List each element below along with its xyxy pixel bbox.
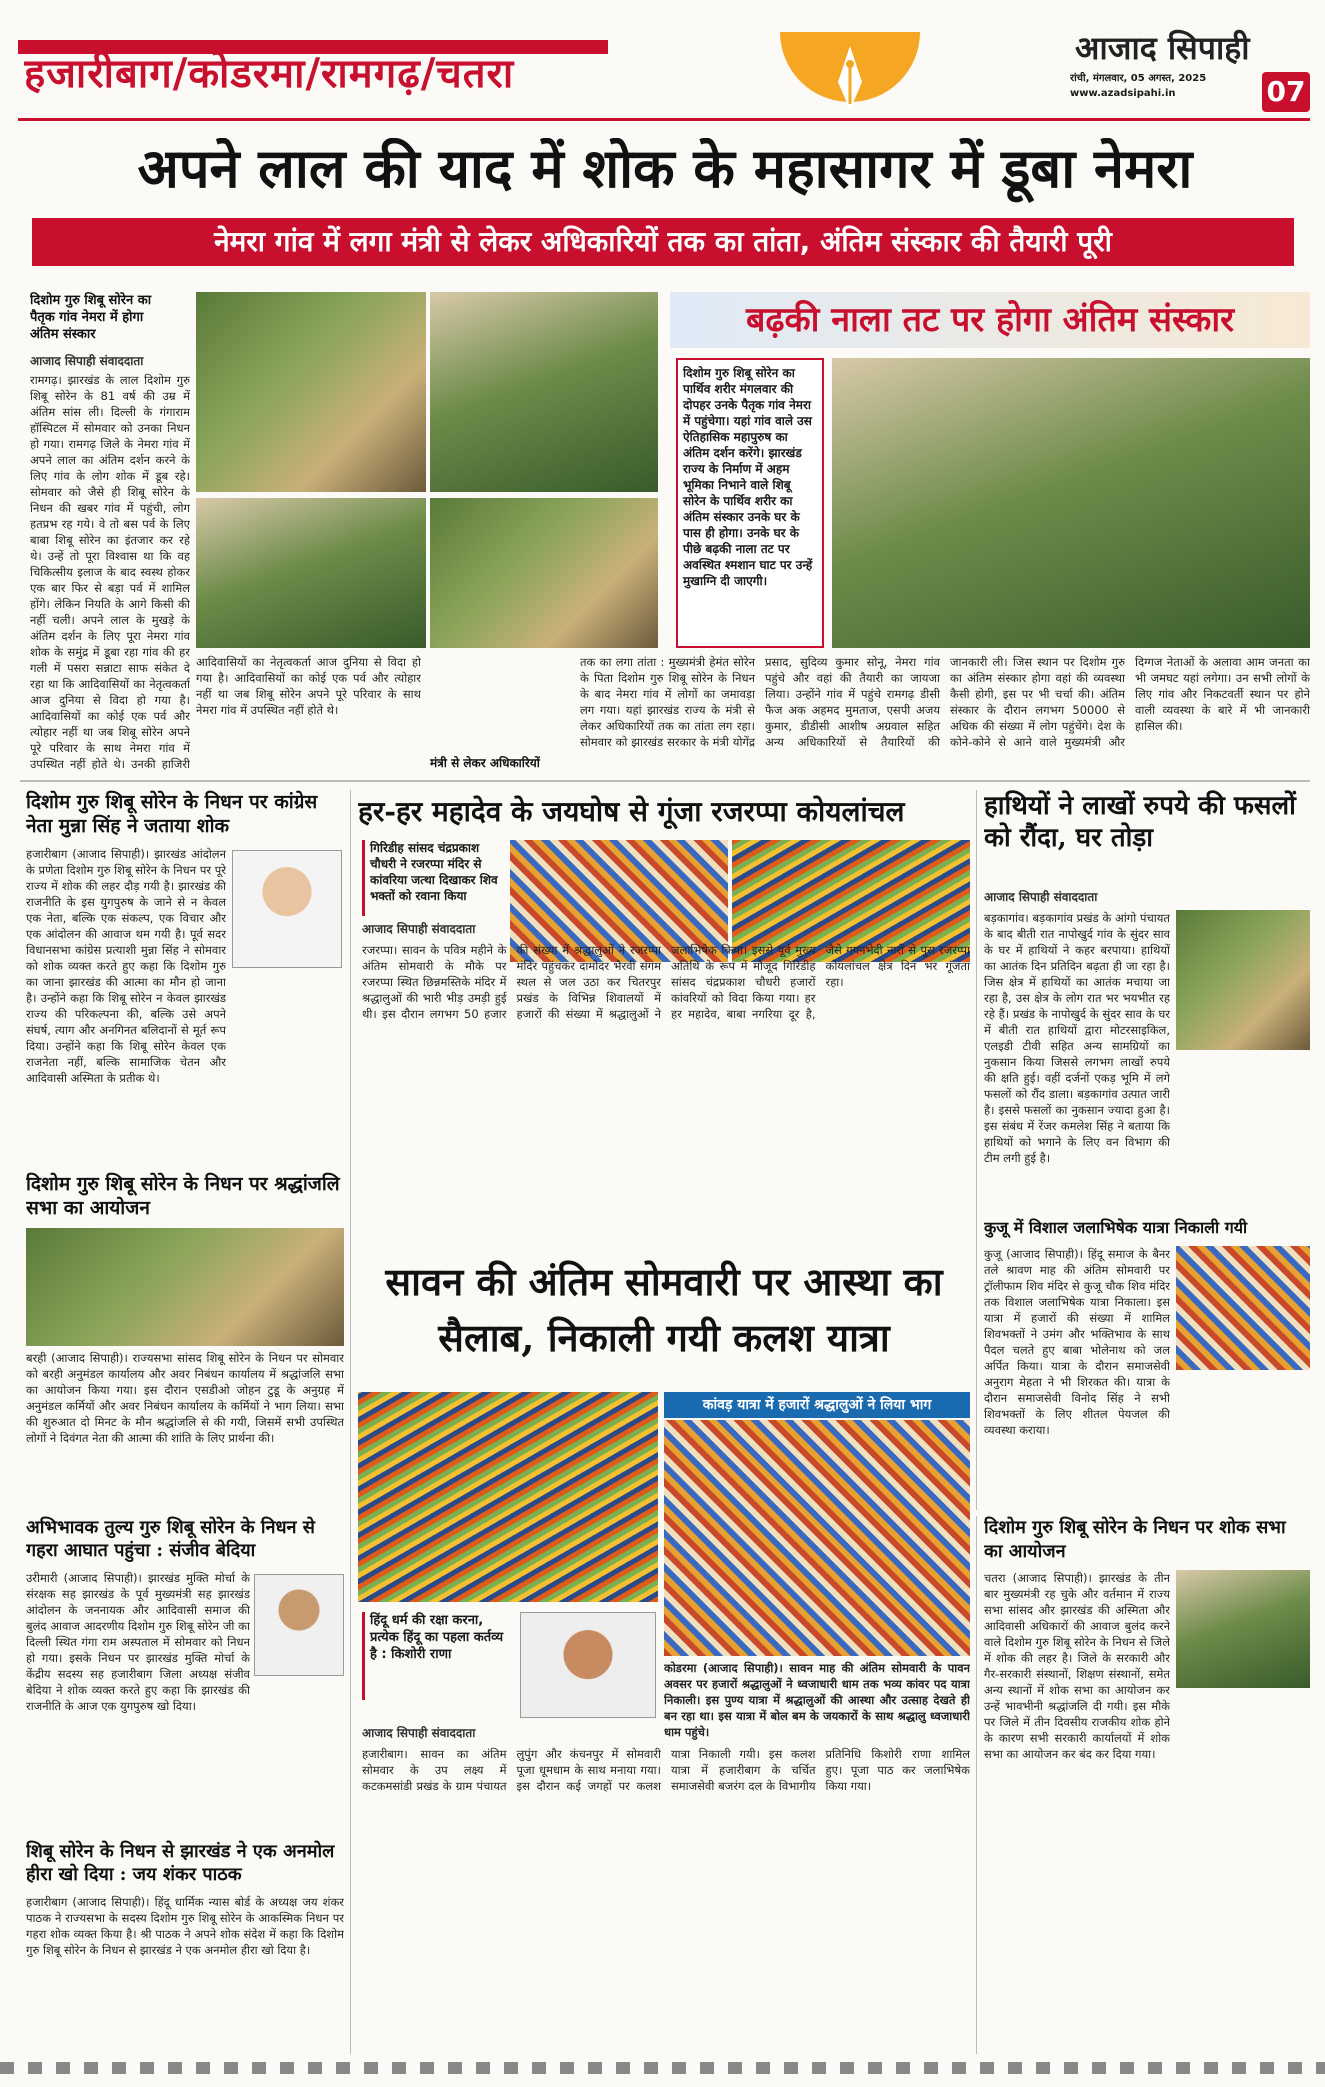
kalash-body: हजारीबाग। सावन का अंतिम सोमवार के उप लक्ष्य में कटकमसांडी प्रखंड के ग्राम पंचायत लुपुंग और कंचनपुर में सोमवारी पूजा धूमधाम के साथ मनाया गया। इस दौरान कई जगहों पर कलश यात्रा निकाली गयी। इस कलश यात्रा में हजारीबाग के चर्चित समाजसेवी बजरंग दल के विभागीय प्रतिनिधि किशोरी राणा शामिल हुए। पूजा पाठ कर जलाभिषेक किया गया। [362, 1747, 970, 1793]
elephant-body: बड़कागांव। बड़कागांव प्रखंड के आंगो पंचायत के बाद बीती रात नापोखुर्द गांव के सुंदर साव के घर में हाथियों ने कहर बरपाया। हाथियों का आतंक दिन प्रतिदिन बढ़ता ही जा रहा है। जिस क्षेत्र में हाथियों का आतंक मचाया जा रहा है, उस क्षेत्र के लोग रात भर भयभीत रह रहे हैं। प्रखंड के नापोखुर्द के सुंदर साव के घर में बीती रात हाथियों द्वारा मोटरसाइकिल, एलइडी टीवी सहित अन्य सामग्रियों का नुकसान किया जिससे लगभग लाखों रुपये की क्षति हुई। वहीं दर्जनों एकड़ भूमि में लगे फसलों को रौंद डाला। बड़कागांव उत्पात जारी है। इससे फसलों का नुकसान ज्यादा हुआ है। इस संबंध में रेंजर कमलेश सिंह ने बताया कि हाथियों को भगाने के लिए वन विभाग की टीम लगी हुई है। [984, 911, 1170, 1165]
lead-body: रामगढ़। झारखंड के लाल दिशोम गुरु शिबू सोरेन के 81 वर्ष की उम्र में अंतिम सांस ली। दिल्ली के गंगाराम हॉस्पिटल में सोमवार को उनका निधन हो गया। रामगढ़ जिले के नेमरा गांव में अपने लाल का अंतिम दर्शन करने के लिए गांव के लोग शोक में डूब रहे। सोमवार को जैसे ही शिबू सोरेन के निधन की खबर गांव में पहुंची, लोग हतप्रभ रह गये। वे तो बस पर्व के लिए बाबा शिबू सोरेन का इंतजार कर रहे थे। उन्हें तो पूरा विश्वास था कि वह चिकित्सीय इलाज के बाद स्वस्थ होकर एक बार फिर से बड़ा पर्व में शामिल होंगे। लेकिन नियति के आगे किसी की नहीं चली। अपने लाल के मुखड़े के अंतिम दर्शन के लिए पूरा नेमरा गांव शोक के समुंद्र में डूबा रहा गांव की हर गली में पसरा सन्नाटा साफ संकेत दे रहा था कि आदिवासियों का नेतृत्वकर्ता आज दुनिया से विदा हो गया है। आदिवासियों का कोई एक पर्व और त्योहार नहीं था जब शिबू सोरेन अपने पूरे परिवार के साथ नेमरा गांव में उपस्थित नहीं होते थे। उनकी हाजिरी [30, 373, 190, 770]
masthead-rule [18, 118, 1310, 121]
kuju-procession-photo [1176, 1246, 1310, 1370]
sanjeev-body: उरीमारी (आजाद सिपाही)। झारखंड मुक्ति मोर्चा के संरक्षक सह झारखंड के पूर्व मुख्यमंत्री सह झारखंड आंदोलन के जननायक और आदिवासी समाज की बुलंद आवाज आदरणीय दिशोम गुरु शिबू सोरेन जी का दिल्ली स्थित गंगा राम अस्पताल में सोमवार को निधन हो गया। इसके निधन पर झारखंड मुक्ति मोर्चा के केंद्रीय सदस्य सह हजारीबाग जिला अध्यक्ष संजीव बेदिया ने शोक व्यक्त करते हुए कहा कि झारखंड की राजनीति के आज एक युगपुरुष खो दिया। [26, 1571, 250, 1713]
jaishankar-body: हजारीबाग (आजाद सिपाही)। हिंदू धार्मिक न्यास बोर्ड के अध्यक्ष जय शंकर पाठक ने राज्यसभा के सदस्य दिशोम गुरु शिबू सोरेन के आकस्मिक निधन पर गहरा शोक व्यक्त किया है। श्री पाठक ने अपने शोक संदेश में कहा कि दिशोम गुरु शिबू सोरेन के निधन से झारखंड ने एक अनमोल हीरा खो दिया है। [26, 1895, 344, 1957]
rajrappa-kicker: गिरिडीह सांसद चंद्रप्रकाश चौधरी ने रजरप्पा मंदिर से कांवरिया जत्था दिखाकर शिव भक्तों को रवाना किया [362, 840, 502, 916]
region-title: हजारीबाग/कोडरमा/रामगढ़/चतरा [24, 50, 515, 97]
lead-subhead: मंत्री से लेकर अधिकारियों [430, 756, 540, 770]
sanjeev-portrait [254, 1574, 344, 1676]
munna-portrait [232, 850, 342, 968]
rajrappa-byline: आजाद सिपाही संवाददाता [362, 922, 476, 936]
column-rule-chatra [976, 1516, 977, 2054]
rajrappa-headline: हर-हर महादेव के जयघोष से गूंजा रजरप्पा कोयलांचल [358, 795, 905, 828]
pen-nib-logo [780, 32, 920, 118]
munna-body: हजारीबाग (आजाद सिपाही)। झारखंड आंदोलन के प्रणेता दिशोम गुरु शिबू सोरेन के निधन पर पूरे राज्य में शोक की लहर दौड़ गयी है। झारखंड की राजनीति के इस युगपुरुष के जाने से न केवल एक नेता, बल्कि एक संकल्प, एक विचार और एक आंदोलन की आवाज थम गयी है। पूर्व सदर विधानसभा कांग्रेस प्रत्याशी मुन्ना सिंह ने सोमवार को शोक व्यक्त करते हुए कहा कि दिशोम गुरु का जाना झारखंड की आत्मा का मौन हो जाना है। उन्होंने कहा कि शिबू सोरेन न केवल झारखंड राज्य की परिकल्पना की, बल्कि उसे अपने संघर्ष, त्याग और अनगिनत बलिदानों से मूर्त रूप दिया। उन्होंने कहा कि शिबू सोरेन केवल एक राजनेता नहीं, बल्कि सामाजिक चेतन और आदिवासी अस्मिता के प्रतीक थे। [26, 847, 226, 1085]
kalash-headline: सावन की अंतिम सोमवारी पर आस्था का सैलाब, निकाली गयी कलश यात्रा [385, 1259, 943, 1360]
cremation-box: दिशोम गुरु शिबू सोरेन का पार्थिव शरीर मंगलवार की दोपहर उनके पैतृक गांव नेमरा में पहुंचेगा। यहां गांव वाले उस ऐतिहासिक महापुरुष का अंतिम दर्शन करेंगे। झारखंड राज्य के निर्माण में अहम भूमिका निभाने वाले शिबू सोरेन के पार्थिव शरीर का अंतिम संस्कार उनके घर के पास ही होगा। उनके घर के पीछे बढ़की नाला तट पर अवस्थित श्मशान घाट पर उन्हें मुखाग्नि दी जाएगी। [676, 358, 824, 648]
kalash-byline: आजाद सिपाही संवाददाता [362, 1726, 476, 1740]
chatra-headline: दिशोम गुरु शिबू सोरेन के निधन पर शोक सभा का आयोजन [984, 1517, 1286, 1562]
lead-photo-gathering [430, 498, 658, 648]
column-rule-right [976, 790, 977, 1510]
lead-strap: नेमरा गांव में लगा मंत्री से लेकर अधिकारियों तक का तांता, अंतिम संस्कार की तैयारी पूरी [32, 218, 1294, 266]
footer-dots [0, 2062, 1325, 2074]
kalash-kicker: हिंदू धर्म की रक्षा करना, प्रत्येक हिंदू का पहला कर्तव्य है : किशोरी राणा [362, 1612, 512, 1700]
kalash-photo-kanwar [664, 1420, 970, 1656]
lead-photo-officials [430, 292, 658, 492]
shraddhanjali-body: बरही (आजाद सिपाही)। राज्यसभा सांसद शिबू सोरेन के निधन पर सोमवार को बरही अनुमंडल कार्यालय और अवर निबंधन कार्यालय में श्रद्धांजलि सभा का आयोजन किया गया। इस दौरान एसडीओ जोहन टुडू के अनुग्रह में अनुमंडल कर्मियों और अवर निबंधन कार्यालय के कर्मियों ने भाग लिया। सभा की शुरुआत दो मिनट के मौन श्रद्धांजलि से की गयी, जिसमें सभी उपस्थित लोगों ने दिवंगत नेता की आत्मा की शांति के लिए प्रार्थना की। [26, 1351, 344, 1445]
cremation-headline: बढ़की नाला तट पर होगा अंतिम संस्कार [670, 292, 1310, 348]
page-number: 07 [1262, 72, 1310, 112]
elephant-headline: हाथियों ने लाखों रुपये की फसलों को रौंदा, घर तोड़ा [984, 791, 1296, 853]
kishori-portrait [520, 1612, 656, 1718]
chatra-body: चतरा (आजाद सिपाही)। झारखंड के तीन बार मुख्यमंत्री रह चुके और वर्तमान में राज्य सभा सांसद और झारखंड की अस्मिता और आदिवासी अधिकारों की आवाज बुलंद करने वाले दिशोम गुरु शिबू सोरेन के निधन से जिले में शोक की लहर है। जिले के सरकारी और गैर-सरकारी संस्थानों, शिक्षण संस्थानों, समेत अन्य स्थानों में शोक सभा का आयोजन कर उन्हें भावभीनी श्रद्धांजलि दी गयी। इस मौके पर जिले में तीन दिवसीय राजकीय शोक होने के कारण सभी सरकारी कार्यालयों में शोक सभा का आयोजन कर बंद कर दिया गया। [984, 1571, 1170, 1761]
shraddhanjali-photo [26, 1228, 344, 1346]
lead-byline: आजाद सिपाही संवाददाता [30, 354, 144, 368]
shraddhanjali-headline: दिशोम गुरु शिबू सोरेन के निधन पर श्रद्धांजलि सभा का आयोजन [26, 1173, 340, 1219]
brand-name: आजाद सिपाही [1075, 29, 1250, 67]
sanjeev-headline: अभिभावक तुल्य गुरु शिबू सोरेन के निधन से गहरा आघात पहुंचा : संजीव बेदिया [26, 1517, 315, 1561]
lead-col-b: तक का लगा तांता : मुख्यमंत्री हेमंत सोरेन के पिता दिशोम गुरु शिबू सोरेन के निधन के बाद नेमरा गांव में लोगों का जमावड़ा लग गया। यहां झारखंड राज्य के मंत्री से लेकर अधिकारियों तक का तांता लग रहा। सोमवार को झारखंड सरकार के मंत्री योगेंद्र प्रसाद, सुदिव्य कुमार सोनू, नेमरा गांव पहुंचे और वहां की तैयारी का जायजा लिया। उन्होंने गांव में पहुंचे रामगढ़ डीसी फैज अक अहमद मुमताज, एसपी अजय कुमार, डीडीसी आशीष अग्रवाल सहित अन्य अधिकारियों से तैयारियों की जानकारी ली। जिस स्थान पर दिशोम गुरु का अंतिम संस्कार होगा वहां की व्यवस्था कैसी होगी, इस पर भी चर्चा की। अंतिम संस्कार के दौरान लगभग 50000 से अधिक की संख्या में लोग पहुंचेंगे। देश के कोने-कोने से आने वाले मुख्यमंत्री और दिग्गज नेताओं के अलावा आम जनता का भी जमघट यहां लगेगा। उन सभी लोगों के लिए गांव और निकटवर्ती स्थान पर होने वाली व्यवस्था के बारे में भी जानकारी हासिल की। [580, 655, 1310, 749]
column-rule-left [350, 790, 351, 2054]
kalash-photo-caption: कांवड़ यात्रा में हजारों श्रद्धालुओं ने लिया भाग [664, 1392, 970, 1418]
dateline: रांची, मंगलवार, 05 अगस्त, 2025 [1070, 73, 1207, 84]
cremation-photo [832, 358, 1310, 648]
munna-headline: दिशोम गुरु शिबू सोरेन के निधन पर कांग्रेस नेता मुन्ना सिंह ने जताया शोक [26, 791, 318, 837]
section-rule [20, 780, 1310, 782]
kuju-body: कुजू (आजाद सिपाही)। हिंदू समाज के बैनर तले श्रावण माह की अंतिम सोमवारी पर ट्रॉलीफाम शिव मंदिर से कुजू चौक शिव मंदिर तक विशाल जलाभिषेक यात्रा निकाला। इस यात्रा में हजारों की संख्या में शामिल शिवभक्तों ने उमंग और भक्तिभाव के साथ पैदल चलते हुए बाबा भोलेनाथ को जल अर्पित किया। यात्रा के दौरान समाजसेवी अनुराग मेहता ने भी शिरकत की। यात्रा के दौरान समाजसेवी विनोद सिंह ने सभी शिवभक्तों के लिए शीतल पेयजल की व्यवस्था कराया। [984, 1247, 1170, 1437]
kuju-headline: कुजू में विशाल जलाभिषेक यात्रा निकाली गयी [984, 1218, 1248, 1237]
jaishankar-headline: शिबू सोरेन के निधन से झारखंड ने एक अनमोल हीरा खो दिया : जय शंकर पाठक [26, 1841, 335, 1885]
elephant-byline: आजाद सिपाही संवाददाता [984, 890, 1098, 904]
lead-photo-ministers [196, 292, 426, 492]
lead-kicker: दिशोम गुरु शिबू सोरेन का पैतृक गांव नेमरा में होगा अंतिम संस्कार [30, 293, 152, 342]
lead-photo-road [196, 498, 426, 648]
elephant-damage-photo [1176, 910, 1310, 1050]
website: www.azadsipahi.in [1070, 88, 1176, 99]
rajrappa-body: रजरप्पा। सावन के पवित्र महीने के अंतिम सोमवारी के मौके पर रजरप्पा स्थित छिन्नमस्तिके मंदिर में श्रद्धालुओं की भारी भीड़ उमड़ी हुई थी। इस दौरान लगभग 50 हजार की संख्या में श्रद्धालुओं ने रजरप्पा मंदिर पहुंचकर दामोदर भैरवी संगम स्थल से जल उठा कर चितरपुर प्रखंड के विभिन्न शिवालयों में हजारों की संख्या में श्रद्धालुओं ने जलाभिषेक किया। इससे पूर्व मुख्य अतिथि के रूप में मौजूद गिरिडीह सांसद चंद्रप्रकाश चौधरी हजारों कांवरियों को विदा किया गया। हर हर महादेव, बाबा नगरिया दूर है, जैसे गगनभेदी नारों से पूरा रजरप्पा कोयलांचल क्षेत्र दिन भर गूंजता रहा। [362, 943, 970, 1021]
lead-headline: अपने लाल की याद में शोक के महासागर में डूबा नेमरा [137, 138, 1193, 200]
lead-body-continued: आदिवासियों का नेतृत्वकर्ता आज दुनिया से विदा हो गया है। आदिवासियों का कोई एक पर्व और त्योहार नहीं था जब शिबू सोरेन अपने पूरे परिवार के साथ नेमरा गांव में उपस्थित नहीं होते थे। [196, 655, 421, 717]
chatra-meeting-photo [1176, 1570, 1310, 1688]
kalash-koderma-body: कोडरमा (आजाद सिपाही)। सावन माह की अंतिम सोमवारी के पावन अवसर पर हजारों श्रद्धालुओं ने ध्वजाधारी धाम तक भव्य कांवर पद यात्रा निकाली। इस पुण्य यात्रा में श्रद्धालुओं की आस्था और उत्साह देखते ही बन रहा था। इस यात्रा में बोल बम के जयकारों के साथ श्रद्धालु ध्वजाधारी धाम पहुंचे। [664, 1661, 970, 1739]
kalash-photo-leaders [358, 1392, 658, 1602]
